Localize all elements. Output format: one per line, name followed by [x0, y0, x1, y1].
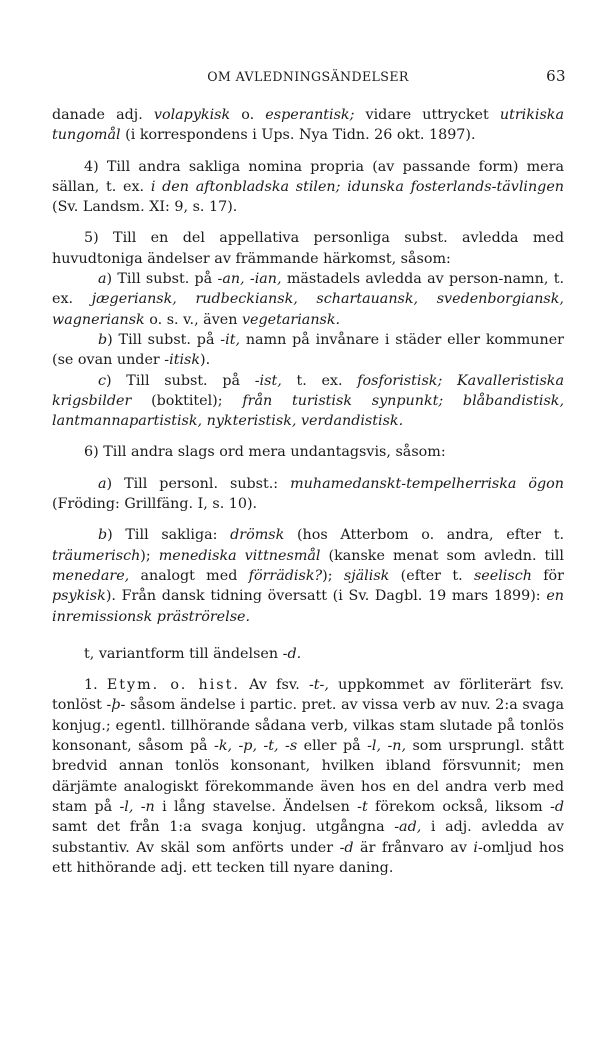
page-body — [52, 105, 564, 878]
text-run: förekom också, liksom — [367, 798, 551, 815]
italic-text: -d. — [282, 645, 302, 662]
italic-text: utrikiska tungomål — [52, 107, 564, 144]
italic-text: förrädisk? — [248, 567, 323, 584]
italic-text: -ist, — [254, 372, 282, 389]
italic-text: träumerisch — [52, 547, 141, 564]
text-run: 6) Till andra slags ord mera undantagsvis, såsom: — [84, 444, 446, 461]
text-run: ) Till subst. på — [106, 271, 218, 288]
text-run: samt det från 1:a svaga konjug. utgångna — [52, 819, 395, 836]
text-run: -omljud hos ett hithörande adj. ett tecken till nyare daning. — [52, 839, 564, 876]
italic-text: psykisk — [52, 588, 106, 605]
paragraph-item-6a — [52, 474, 564, 515]
italic-text: esperantisk; — [265, 107, 355, 123]
italic-text: i — [473, 839, 478, 856]
spaced-heading-text: Etym. o. hist. — [106, 677, 240, 694]
text-run: (Sv. Landsm. XI: 9, s. 17). — [52, 199, 238, 216]
text-run: för — [531, 567, 564, 584]
text-run: o. s. v., även — [144, 311, 242, 328]
italic-text: -t-, — [308, 677, 329, 694]
text-run: t, variantform till ändelsen — [84, 645, 283, 662]
text-run: (kanske menat som avledn. till — [320, 547, 565, 564]
entry-heading-t — [52, 644, 564, 664]
text-run: uppkommet av förliterärt fsv. tonlöst — [52, 677, 565, 714]
italic-text: menediska vittnesmål — [158, 547, 321, 564]
italic-text: -þ- — [106, 697, 126, 714]
text-run: såsom ändelse i partic. pret. av vissa verb av nuv. 2:a svaga konjug.; egentl. tillhörande sådana verb, vilkas stam slutade på tonlös konsonant, såsom på — [52, 697, 565, 755]
text-run: ) Till subst. på — [107, 331, 221, 348]
italic-text: -it, — [220, 331, 240, 348]
paragraph-item-6 — [52, 442, 564, 462]
paragraph-item-6b — [52, 525, 564, 626]
italic-text: -k, -p, -t, -s — [214, 738, 298, 755]
page-number: 63 — [546, 67, 566, 85]
text-run: är frånvaro av — [353, 839, 474, 856]
italic-text: muhamedanskt-tempelherriska ögon — [290, 475, 564, 492]
italic-text: a — [98, 475, 107, 492]
paragraph-item-5 — [52, 228, 564, 269]
paragraph-continuation — [52, 105, 564, 146]
text-run: (boktitel); — [131, 392, 243, 409]
text-run: danade adj. — [52, 107, 154, 123]
text-run: ) Till sakliga: — [107, 527, 231, 544]
text-run: (efter t. — [389, 567, 474, 584]
text-run: 4) Till andra sakliga nomina propria (av passande form) mera sällan, t. ex. — [52, 158, 564, 195]
italic-text: b — [98, 331, 108, 348]
text-run: ). Från dansk tidning översatt (i Sv. Dagbl. 19 mars 1899): — [105, 588, 547, 605]
italic-text: från turistisk synpunkt; blåbandistisk, lantmannapartistisk, nykteristisk, verdandistisk. — [52, 392, 564, 430]
paragraph-item-4 — [52, 157, 564, 218]
italic-text: c — [98, 372, 107, 389]
text-run: ); — [322, 567, 344, 584]
italic-text: drömsk — [230, 527, 285, 544]
text-run: i adj. avledda av substantiv. Av skäl som anförts under — [52, 819, 564, 856]
text-run: o. — [230, 107, 266, 123]
italic-text: vegetariansk. — [241, 311, 341, 328]
italic-text: -l, -n — [119, 798, 155, 815]
text-run: ); — [140, 547, 159, 564]
running-title: OM AVLEDNINGSÄNDELSER — [207, 69, 409, 84]
text-run: (i korrespondens i Ups. Nya Tidn. 26 okt. 1897). — [120, 127, 476, 144]
italic-text: menedare, — [52, 567, 130, 584]
paragraph-etymology — [52, 675, 564, 878]
running-header — [52, 68, 564, 92]
text-run: analogt med — [129, 567, 249, 584]
text-run: t. ex. — [281, 372, 358, 389]
book-page — [52, 68, 564, 878]
text-run: ). — [200, 352, 211, 369]
italic-text: -an, -ian, — [217, 271, 282, 288]
italic-text: -itisk — [164, 352, 201, 369]
text-run: vidare uttrycket — [354, 107, 500, 123]
text-run: (Fröding: Grillfäng. I, s. 10). — [52, 496, 258, 513]
text-run: Av fsv. — [239, 677, 309, 694]
paragraph-item-5b — [52, 330, 564, 371]
text-run: namn på invånare i städer eller kommuner (se ovan under — [52, 331, 564, 369]
text-run: 5) Till en del appellativa personliga subst. avledda med huvudtoniga ändelser av främmande härkomst, såsom: — [52, 230, 564, 267]
italic-text: -ad, — [394, 819, 422, 836]
italic-text: -t — [357, 798, 368, 815]
italic-text: -l, -n, — [367, 738, 407, 755]
paragraph-item-5c — [52, 371, 564, 432]
text-run: mästadels avledda av person-namn, t. ex. — [52, 271, 564, 308]
paragraph-item-5a — [52, 269, 564, 330]
italic-text: själisk — [343, 567, 390, 584]
text-run: ) Till personl. subst.: — [106, 475, 291, 492]
text-run: ) Till subst. på — [106, 372, 255, 389]
italic-text: i den aftonbladska stilen; idunska fosterlands-tävlingen — [150, 178, 564, 195]
text-run: (hos Atterbom o. andra, efter t. — [284, 527, 564, 544]
italic-text: jægeriansk, rudbeckiansk, schartauansk, svedenborgiansk, wagneriansk — [52, 291, 564, 328]
text-run: eller på — [297, 738, 368, 755]
italic-text: a — [98, 271, 107, 288]
italic-text: -d — [550, 798, 564, 815]
text-run: 1. — [84, 677, 107, 694]
italic-text: -d — [339, 839, 354, 856]
italic-text: en inremissionsk präströrelse. — [52, 588, 564, 625]
text-run: som ursprungl. stått bredvid annan tonlös konsonant, hvilken ibland försvunnit; men därjämte analogiskt förekommande även hos en del andra verb med stam på — [52, 738, 564, 815]
text-run: i lång stavelse. Ändelsen — [154, 798, 358, 815]
italic-text: b — [98, 527, 108, 544]
italic-text: seelisch — [473, 567, 532, 584]
italic-text: fosforistisk; Kavalleristiska krigsbilder — [52, 372, 564, 409]
italic-text: volapykisk — [153, 107, 231, 123]
